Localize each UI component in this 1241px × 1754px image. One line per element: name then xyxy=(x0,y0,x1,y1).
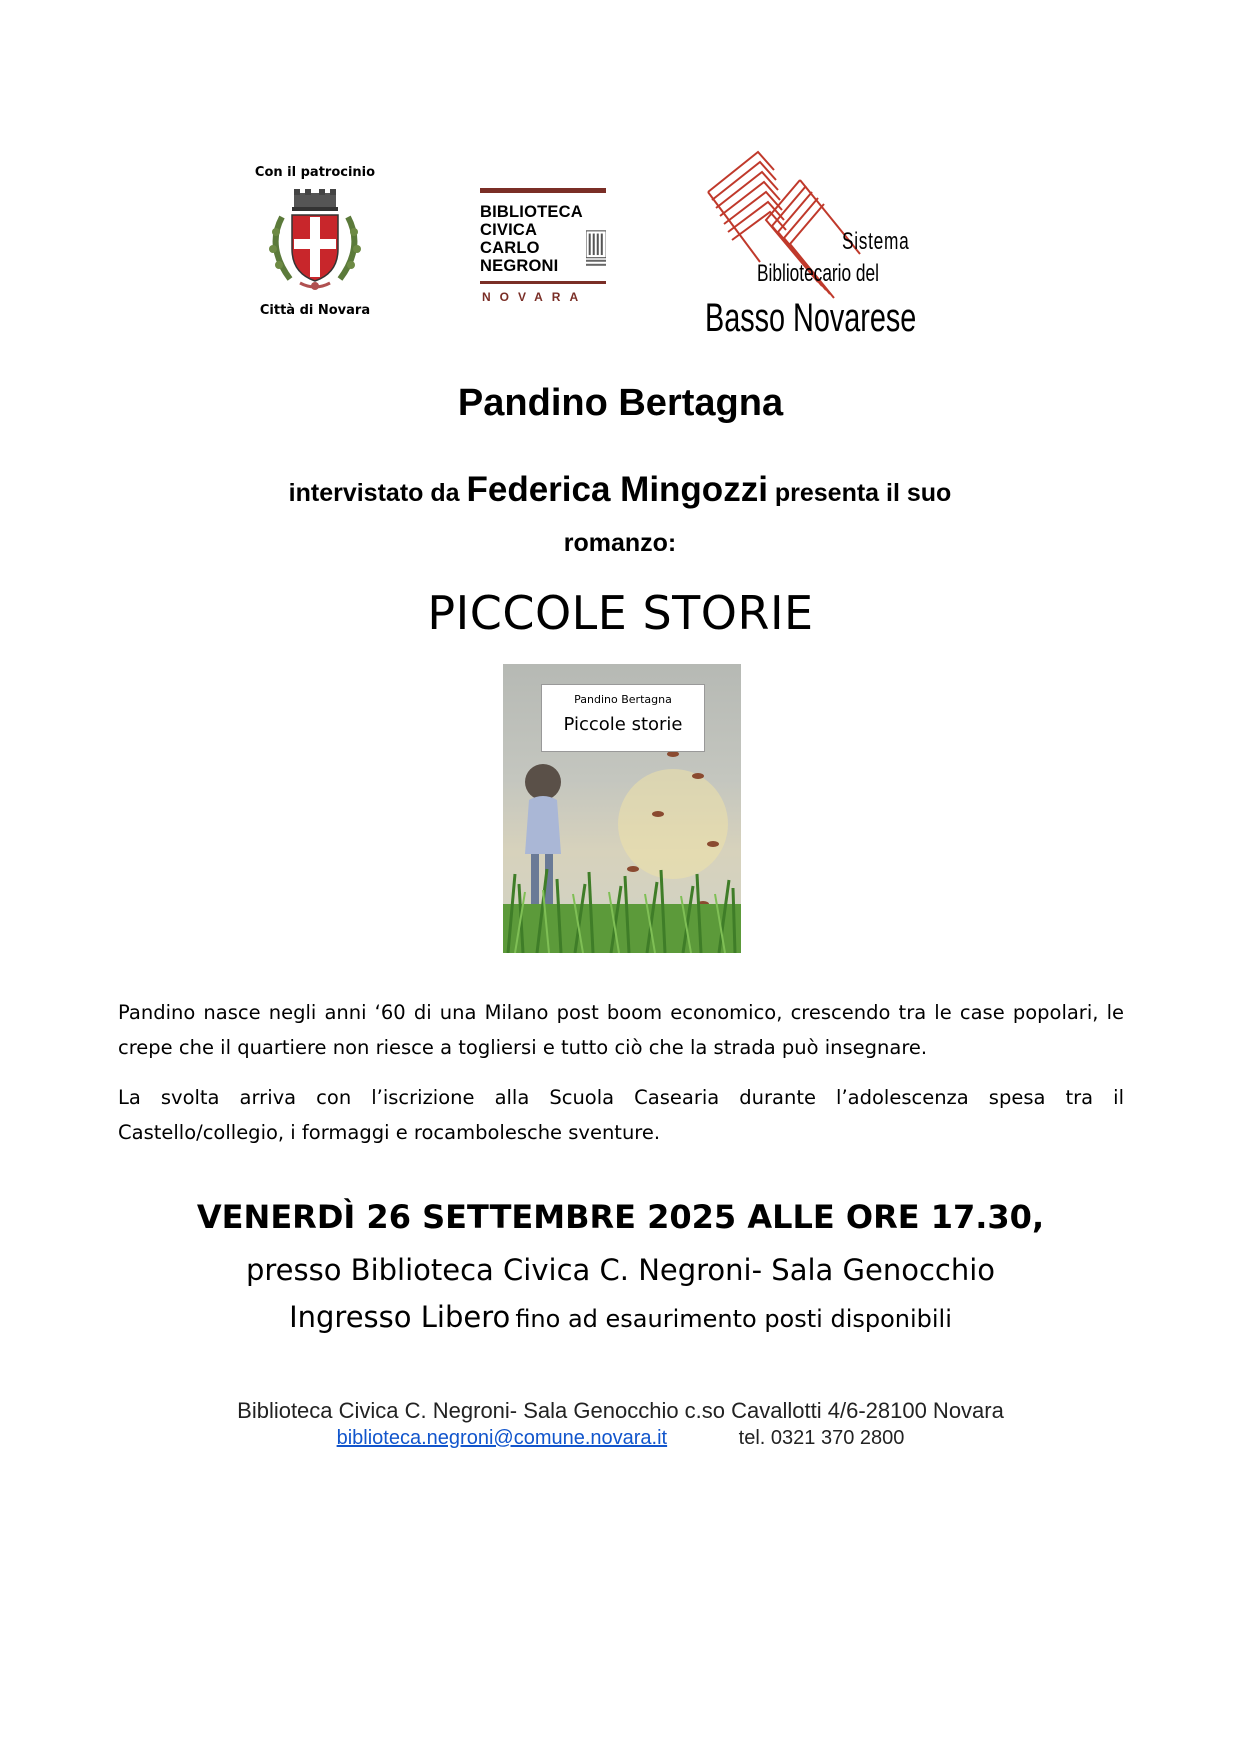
city-of-novara-logo xyxy=(240,165,390,319)
logo-top-bar xyxy=(480,188,606,193)
system-line2: Bibliotecario del xyxy=(757,260,879,287)
cover-title: Piccole storie xyxy=(563,714,683,735)
intro-suffix: presenta il suo xyxy=(774,479,952,507)
email-link[interactable]: biblioteca.negroni@comune.novara.it xyxy=(336,1427,668,1449)
phone-number: tel. 0321 370 2800 xyxy=(738,1427,905,1449)
system-line1: Sistema xyxy=(842,228,910,255)
cover-author: Pandino Bertagna xyxy=(574,693,672,706)
footer-address: Biblioteca Civica C. Negroni- Sala Genocchio c.so Cavallotti 4/6-28100 Novara xyxy=(237,1398,1004,1423)
biblioteca-negroni-logo xyxy=(480,188,606,304)
library-mark-icon xyxy=(586,222,606,276)
interviewer-name: Federica Mingozzi xyxy=(466,470,768,509)
event-entry xyxy=(0,1300,1241,1334)
book-title: PICCOLE STORIE xyxy=(427,586,814,640)
library-name-line: BIBLIOTECA xyxy=(480,203,583,221)
description-paragraph-1: Pandino nasce negli anni ‘60 di una Milano post boom economico, crescendo tra le case popolari, le crepe che il quartiere non riesce a togliersi e tutto ciò che la strada può insegnare. xyxy=(118,1001,1124,1059)
intro-text xyxy=(150,465,1090,568)
library-city: NOVARA xyxy=(482,290,588,304)
city-name-caption: Città di Novara xyxy=(259,303,371,318)
city-coat-of-arms-icon xyxy=(260,187,370,295)
patronage-caption: Con il patrocinio xyxy=(254,165,376,180)
system-line3: Basso Novarese xyxy=(705,296,917,340)
sistema-bibliotecario-logo xyxy=(700,150,940,345)
cover-label xyxy=(541,684,705,752)
library-name-line: CIVICA xyxy=(480,221,538,239)
library-name-line: CARLO xyxy=(480,239,540,257)
library-name xyxy=(480,203,583,276)
library-name-line: NEGRONI xyxy=(480,257,559,275)
book-cover-image xyxy=(503,664,741,953)
entry-rest: fino ad esaurimento posti disponibili xyxy=(515,1305,952,1333)
description-paragraph-2: La svolta arriva con l’iscrizione alla Scuola Casearia durante l’adolescenza spesa tra il Castello/collegio, i formaggi e rocambolesche sventure. xyxy=(118,1086,1124,1144)
logo-bottom-bar xyxy=(480,281,606,284)
author-name: Pandino Bertagna xyxy=(457,382,784,424)
footer-contact xyxy=(0,1427,1241,1450)
intro-prefix: intervistato da xyxy=(288,479,460,507)
entry-main: Ingresso Libero xyxy=(289,1300,511,1334)
event-venue: presso Biblioteca Civica C. Negroni- Sala Genocchio xyxy=(245,1253,996,1287)
event-date: VENERDÌ 26 SETTEMBRE 2025 ALLE ORE 17.30, xyxy=(196,1198,1045,1236)
intro-line2: romanzo: xyxy=(563,529,677,557)
